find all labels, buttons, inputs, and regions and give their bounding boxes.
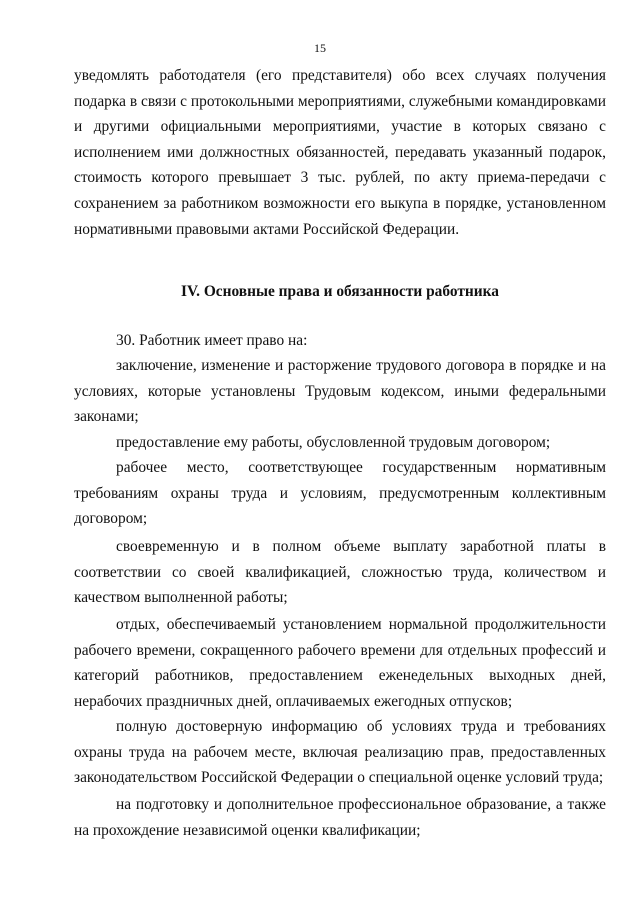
paragraph-right-contract: заключение, изменение и расторжение трудового договора в порядке и на условиях, которые установлены Трудовым кодексом, иными федеральными законами; xyxy=(74,357,606,426)
paragraph-right-workplace: рабочее место, соответствующее государственным нормативным требованиям охраны труда и условиям, предусмотренным коллективным договором; xyxy=(74,459,606,528)
paragraph-right-rest: отдых, обеспечиваемый установлением нормальной продолжительности рабочего времени, сокращенного рабочего времени для отдельных профессий и категорий работников, предоставлением еженедельных выходных дней, нерабочих праздничных дней, оплачиваемых ежегодных отпусков; xyxy=(74,616,606,710)
page-number: 15 xyxy=(314,41,326,55)
section-heading: IV. Основные права и обязанности работника xyxy=(181,283,499,300)
paragraph-right-information: полную достоверную информацию об условиях труда и требованиях охраны труда на рабочем месте, включая реализацию прав, предоставленных законодательством Российской Федерации о специальной оценке условий труда; xyxy=(74,718,606,787)
paragraph-right-salary: своевременную и в полном объеме выплату заработной платы в соответствии со своей квалификацией, сложностью труда, количеством и качеством выполненной работы; xyxy=(74,538,606,607)
paragraph-item-30: 30. Работник имеет право на: xyxy=(116,332,308,349)
paragraph-right-training: на подготовку и дополнительное профессиональное образование, а также на прохождение независимой оценки квалификации; xyxy=(74,796,606,839)
paragraph-right-work: предоставление ему работы, обусловленной трудовым договором; xyxy=(116,434,551,451)
paragraph-gift-notification: уведомлять работодателя (его представителя) обо всех случаях получения подарка в связи с протокольными мероприятиями, служебными командировками и другими официальными мероприятиями, участие в которых связано с исполнением ими должностных обязанностей, передавать указанный подарок, стоимость которого превышает 3 тыс. рублей, по акту приема-передачи с сохранением за работником возможности его выкупа в порядке, установленном нормативными правовыми актами Российской Федерации. xyxy=(74,67,606,238)
